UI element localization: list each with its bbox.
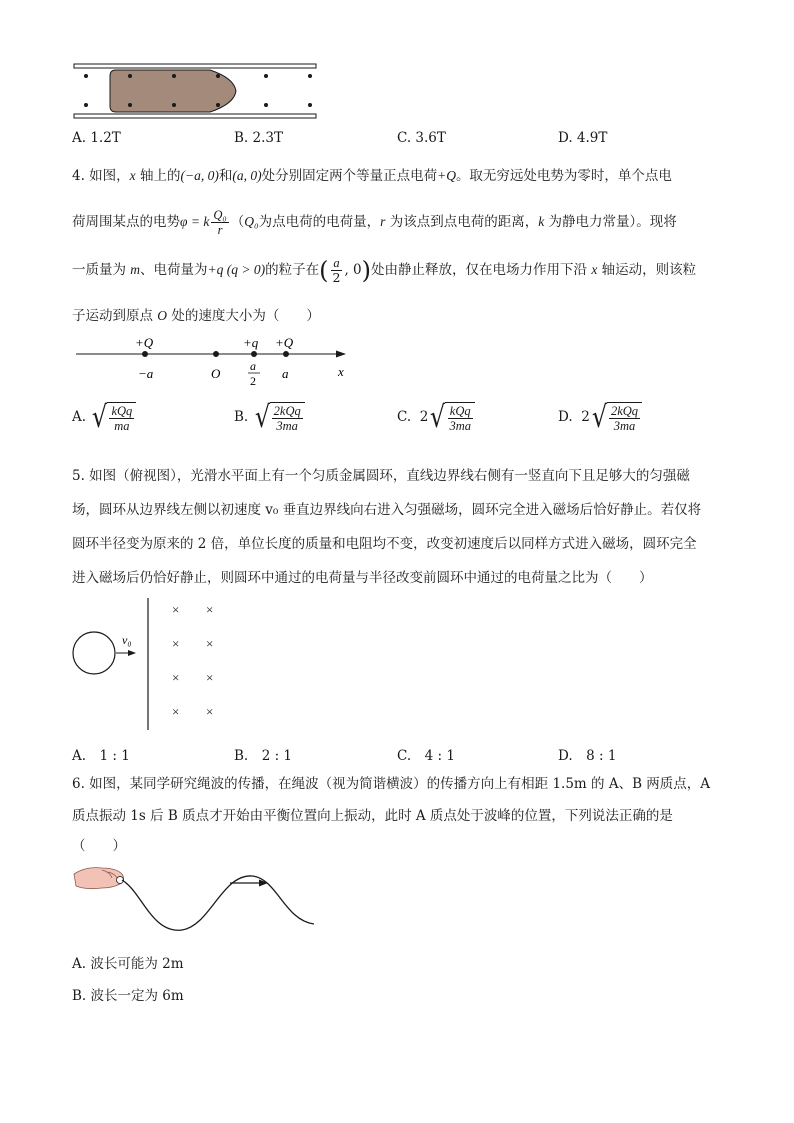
q4-label-a: a [282, 366, 289, 381]
q4-line-4: 子运动到原点 O 处的速度大小为（ ） [72, 308, 320, 324]
q6-figure [72, 862, 322, 936]
q6-option-a: A. 波长可能为 2m [72, 956, 184, 972]
q4-coord-neg-a: (−a, 0) [180, 168, 219, 183]
q4-option-c: C. 2 √ $\frac{\text{kQq}}{3ma}$ [397, 402, 475, 433]
q5-option-b: B. 2 : 1 [234, 748, 293, 764]
q6-rope-wave [122, 876, 314, 930]
q3-figure [72, 62, 322, 124]
q5-option-d: D. 8 : 1 [558, 748, 617, 764]
q6-line-3: （ ） [72, 838, 126, 854]
q4-label-plusQ-right: +Q [275, 335, 294, 350]
q4-figure [72, 332, 362, 390]
q5-field-mark: × [206, 670, 214, 685]
q4-line-2: 荷周围某点的电势φ = k $\frac{\text{Q₀}}{r}$ （Q₀为点电荷的电荷量，r 为该点到点电荷的距离，k 为静电力常量）。现将 [72, 208, 677, 237]
q4-line-1: 4. 如图，x 轴上的(−a, 0)和(a, 0)处分别固定两个等量正点电荷+Q。取无穷远处电势为零时，单个点电 [72, 168, 672, 184]
q3-option-d: D. 4.9T [558, 130, 608, 146]
q6-line-2: 质点振动 1s 后 B 质点才开始由平衡位置向上振动，此时 A 质点处于波峰的位置，下列说法正确的是 [72, 808, 673, 824]
q5-option-c: C. 4 : 1 [397, 748, 455, 764]
q4-label-half-a-num: a [250, 359, 256, 373]
q4-coord-a: (a, 0) [232, 168, 262, 183]
q3-option-a: A. 1.2T [72, 130, 121, 146]
q5-line-1: 5. 如图（俯视图），光滑水平面上有一个匀质金属圆环，直线边界线右侧有一竖直向下且足够大的匀强磁 [72, 468, 690, 484]
q5-field-mark: × [172, 704, 180, 719]
q4-option-a: A. √ $\frac{\text{kQq}}{ma}$ [72, 402, 136, 433]
q5-field-mark: × [172, 670, 180, 685]
q5-line-2: 场，圆环从边界线左侧以初速度 v₀ 垂直边界线向右进入匀强磁场，圆环完全进入磁场后恰好静止。若仅将 [72, 502, 702, 518]
q4-option-b: B. √ $\frac{\text{2kQq}}{3ma}$ [234, 402, 305, 433]
q3-option-b: B. 2.3T [234, 130, 283, 146]
q6-line-1: 6. 如图，某同学研究绳波的传播，在绳波（视为简谐横波）的传播方向上有相距 1.5m 的 A、B 两质点，A [72, 776, 711, 792]
q5-field-mark: × [206, 636, 214, 651]
q5-field-mark: × [172, 636, 180, 651]
q4-label-x-axis: x [338, 364, 344, 379]
q5-line-3: 圆环半径变为原来的 2 倍，单位长度的质量和电阻均不变，改变初速度后以同样方式进入磁场，圆环完全 [72, 536, 697, 552]
q4-label-neg-a: −a [138, 366, 154, 381]
q5-line-4: 进入磁场后仍恰好静止，则圆环中通过的电荷量与半径改变前圆环中通过的电荷量之比为（ ） [72, 570, 653, 586]
q5-field-mark: × [172, 602, 180, 617]
q4-label-half-a-den: 2 [250, 374, 256, 388]
q4-line-3: 一质量为 m、电荷量为+q (q > 0)的粒子在( $\frac{a}{2}$ , 0)处由静止释放，仅在电场力作用下沿 x 轴运动，则该粒 [72, 256, 697, 285]
q4-label-O: O [211, 366, 221, 381]
q5-field-mark: × [206, 602, 214, 617]
q4-label-plusq: +q [243, 335, 259, 350]
q3-option-c: C. 3.6T [397, 130, 446, 146]
q5-option-a: A. 1 : 1 [72, 748, 130, 764]
q4-option-d: D. 2 √ $\frac{\text{2kQq}}{3ma}$ [558, 402, 642, 433]
q6-option-b: B. 波长一定为 6m [72, 988, 184, 1004]
hand-icon [74, 868, 124, 889]
q4-label-plusQ-left: +Q [135, 335, 154, 350]
q5-velocity-label: v₀ [122, 633, 132, 647]
q5-metal-ring [73, 632, 115, 674]
q5-figure [70, 596, 240, 732]
q5-field-mark: × [206, 704, 214, 719]
q4-potential-formula: φ = k [180, 214, 210, 229]
